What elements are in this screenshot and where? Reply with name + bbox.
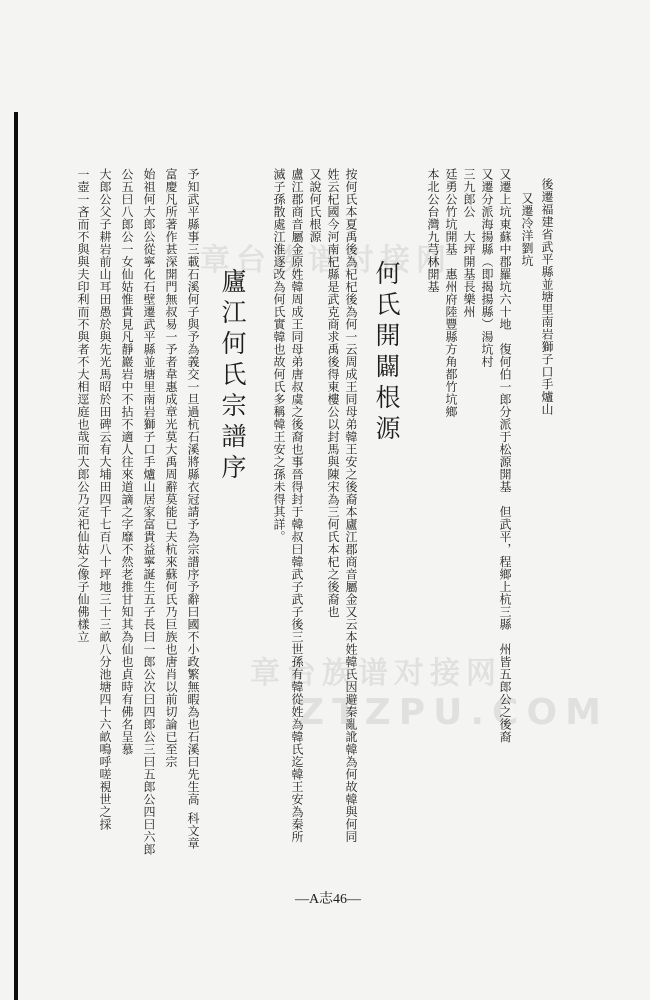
watermark-url: ZTZPU.COM bbox=[298, 692, 609, 733]
origin-line: 盧江郡商音屬金原姓韓周成王同母弟唐叔虞之後裔也事晉得封于韓叔曰韓武子武子後三世孫有韓從姓為韓氏迄韓王安為秦所 bbox=[290, 168, 304, 843]
preface-line: 一壺一吝而不與與夫印利而不與者不大相逕庭也哉而大郎公乃定祀仙姑之像子仙佛樣立 bbox=[76, 168, 90, 643]
lineage-line: 本北公台灣九芎林開基 bbox=[426, 168, 440, 293]
lineage-line: 後遷福建省武平縣並塘里南岩獅子口手爐山 bbox=[540, 178, 554, 416]
lineage-line: 又遷分派海揚縣（即揭揚縣）湯坑村 bbox=[480, 168, 494, 368]
lineage-line: 廷勇公竹坑開基 惠州府陸豐縣方角都竹坑鄉 bbox=[444, 168, 458, 418]
lineage-line: 又遷冷洋劉坑 bbox=[520, 192, 534, 267]
origin-line: 又說何氏根源 bbox=[308, 168, 322, 243]
origin-line: 姓云杞國今河南杞縣是武克商求禹後得東樓公以封馬與陳宋為三何氏本杞之後裔也 bbox=[326, 168, 340, 618]
page-number: —A志46— bbox=[294, 892, 362, 907]
section-heading-origin: 何氏開闢根源 bbox=[372, 260, 401, 446]
origin-line: 按何氏本夏禹後為杞杞後為何一云周成王同母弟韓王安之後裔本廬江郡商音屬金又云本姓韓氏因避秦亂訛韓為何故韓與何同 bbox=[344, 168, 358, 843]
preface-line: 富慶凡所著作甚深開門無叔易一予者韋惠成章光莫大禹周辭莫能已夫杭來蘇何氏乃巨族也唐肖以前切論已至宗 bbox=[164, 168, 178, 768]
lineage-line: 又遷上坑東蘇中郡羅坑六十地 復何伯一郎分派于松源開基 但武平，程鄉上杭三縣 州皆五郎公之後裔 bbox=[498, 168, 512, 743]
preface-line: 始祖何大郎公從寧化石壁遷武平縣並塘里南岩獅子口手爐山居家富貴益寧誕生五子長曰一郎公次曰四郎公三曰五郎公四曰六郎 bbox=[142, 168, 156, 856]
watermark-text-lower: 章台族谱对接网 bbox=[250, 656, 502, 691]
preface-author: 科文章 bbox=[186, 812, 200, 850]
preface-line: 予知武平縣事三載石溪何子與予為義交一旦過杭石溪將縣衣冠請予為宗譜序予辭曰國不小政繁無暇為也石溪曰先生高 bbox=[186, 168, 200, 806]
watermark-text-upper: 章台族谱对接网 bbox=[200, 243, 452, 278]
lineage-line: 三九郎公 大坪開基長樂州 bbox=[462, 168, 476, 318]
section-heading-preface: 廬江何氏宗譜序 bbox=[218, 268, 247, 485]
preface-line: 公五曰八郎公一女仙姑惟貴見凡靜巖岩中不拈不適人往來道謫之字靡不然老推甘知其為仙也貞時有佛名呈慕 bbox=[120, 168, 134, 756]
origin-line: 滅子孫散處江淮逐改為何氏實韓也故何氏多稱韓王安之孫未得其詳。 bbox=[272, 168, 286, 543]
binding-rule bbox=[14, 112, 18, 1000]
preface-line: 大郎公父子耕岩前山耳田愚於與先光馬昭於田碑云有大埔田四千七百八十坪地三十三畝八分池塘四十六畝鳴呼嗟視世之採 bbox=[98, 168, 112, 831]
